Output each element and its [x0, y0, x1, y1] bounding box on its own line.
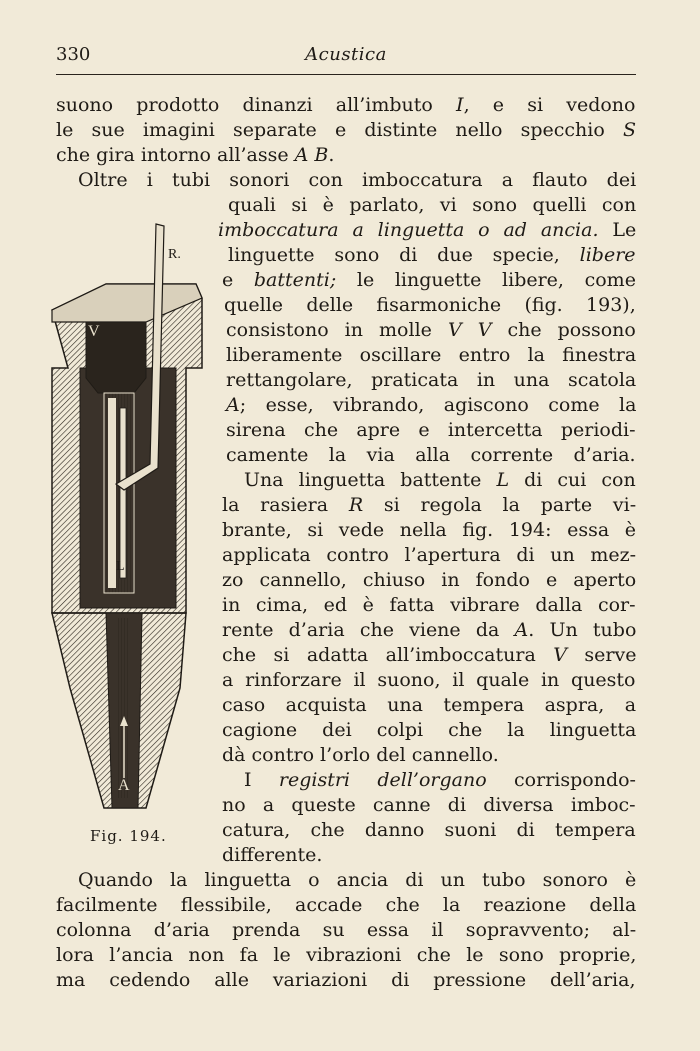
header-rule	[56, 74, 636, 75]
figure-label-a: A	[118, 777, 130, 794]
text-segment: imboccatura a linguetta o ad ancia.	[218, 219, 599, 241]
text-segment: zo cannello, chiuso in fondo e aperto	[222, 569, 637, 591]
text-segment: , e si vedono	[463, 94, 636, 116]
text-segment: . Un tubo	[528, 619, 637, 641]
text-line	[222, 718, 636, 743]
figure-label-r: R.	[168, 247, 181, 262]
text-segment: ma cedendo alle variazioni di pressione dell’aria,	[56, 969, 636, 991]
text-line	[222, 643, 636, 668]
text-segment: cagione dei colpi che la linguetta	[222, 719, 637, 741]
pipe-body	[52, 224, 202, 808]
text-line	[244, 468, 636, 493]
text-segment: sirena che apre e intercetta periodi-	[226, 419, 636, 441]
text-segment: quali si è parlato, vi sono quelli con	[228, 194, 637, 216]
text-segment: che gira intorno all’asse	[56, 144, 295, 166]
text-segment: Una linguetta battente	[244, 469, 497, 491]
text-line	[226, 393, 636, 418]
text-line	[218, 218, 636, 243]
text-line	[222, 693, 636, 718]
text-segment: ; esse, vibrando, agiscono come la	[239, 394, 637, 416]
text-segment: Quando la linguetta o ancia di un tubo sonoro è	[78, 869, 637, 891]
text-segment: brante, si vede nella fig. 194: essa è	[222, 519, 637, 541]
text-line	[222, 793, 636, 818]
text-line	[222, 593, 636, 618]
text-segment: differente.	[222, 844, 323, 866]
text-line	[222, 618, 636, 643]
text-segment: catura, che danno suoni di tempera	[222, 819, 636, 841]
text-segment: si regola la parte vi-	[363, 494, 637, 516]
text-line	[56, 943, 636, 968]
text-segment: serve	[566, 644, 637, 666]
text-line	[78, 168, 636, 193]
text-line	[56, 893, 636, 918]
text-line	[56, 93, 635, 118]
text-segment: caso acquista una tempera aspra, a	[222, 694, 637, 716]
reed-pipe-illustration	[46, 218, 216, 818]
text-segment: che possono	[491, 319, 636, 341]
figure-label-l: L	[116, 559, 125, 574]
text-segment: rente d’aria che viene da	[222, 619, 515, 641]
text-segment: .	[328, 144, 335, 166]
page-number: 330	[56, 44, 91, 65]
text-line	[244, 768, 636, 793]
text-segment: suono prodotto dinanzi all’imbuto	[56, 94, 457, 116]
text-line	[222, 518, 636, 543]
text-segment: quelle delle fisarmoniche (fig. 193),	[224, 294, 636, 316]
text-line	[222, 743, 499, 768]
text-segment: applicata contro l’apertura di un mez-	[222, 544, 637, 566]
text-segment: A	[226, 394, 240, 416]
text-segment: V V	[447, 319, 492, 341]
figure-caption: Fig. 194.	[90, 827, 167, 845]
text-segment: I	[244, 769, 279, 791]
text-segment: linguette sono di due specie,	[228, 244, 580, 266]
text-segment: che si adatta all’imboccatura	[222, 644, 554, 666]
text-segment: S	[622, 119, 636, 141]
text-segment: facilmente flessibile, accade che la reazione della	[56, 894, 637, 916]
running-title: Acustica	[305, 44, 387, 65]
text-segment: Oltre i tubi sonori con imboccatura a flauto dei	[78, 169, 637, 191]
text-segment: a rinforzare il suono, il quale in questo	[222, 669, 636, 691]
text-segment: colonna d’aria prenda su essa il sopravvento; al-	[56, 919, 637, 941]
text-segment: libere	[579, 244, 636, 266]
text-segment: no a queste canne di diversa imboc-	[222, 794, 636, 816]
text-segment: L	[496, 469, 510, 491]
text-line	[226, 418, 636, 443]
text-line	[226, 343, 636, 368]
text-segment: consistono in molle	[226, 319, 448, 341]
text-line	[226, 368, 636, 393]
text-segment: Le	[598, 219, 637, 241]
text-line	[222, 568, 636, 593]
text-line	[56, 118, 636, 143]
text-segment: corrispondo-	[486, 769, 636, 791]
text-segment: registri dell’organo	[278, 769, 487, 791]
text-segment: camente la via alla corrente d’aria.	[226, 444, 636, 466]
text-segment: rettangolare, praticata in una scatola	[226, 369, 637, 391]
text-line	[56, 968, 636, 993]
text-segment: di cui con	[509, 469, 636, 491]
text-line	[226, 318, 636, 343]
text-line	[56, 918, 636, 943]
text-line	[222, 668, 636, 693]
text-line	[226, 443, 636, 468]
text-segment: I	[456, 94, 464, 116]
text-segment: A B	[294, 144, 329, 166]
text-line	[56, 143, 334, 168]
text-line	[222, 543, 636, 568]
text-segment: le linguette libere, come	[336, 269, 636, 291]
text-segment: dà contro l’orlo del cannello.	[222, 744, 499, 766]
page-header	[56, 44, 636, 70]
text-segment: la rasiera	[222, 494, 349, 516]
text-segment: lora l’ancia non fa le vibrazioni che le sono proprie,	[56, 944, 637, 966]
reed-pipe-drawing	[46, 218, 216, 818]
text-line	[222, 818, 636, 843]
text-line	[222, 268, 636, 293]
text-line	[222, 843, 322, 868]
text-line	[228, 193, 636, 218]
text-segment: battenti;	[253, 269, 337, 291]
text-line	[228, 243, 636, 268]
text-segment: in cima, ed è fatta vibrare dalla cor-	[222, 594, 636, 616]
text-line	[224, 293, 636, 318]
figure-label-v: V	[88, 323, 100, 340]
text-line	[222, 493, 636, 518]
text-segment: le sue imagini separate e distinte nello specchio	[56, 119, 623, 141]
text-segment: liberamente oscillare entro la finestra	[226, 344, 637, 366]
text-line	[78, 868, 636, 893]
text-segment: R	[348, 494, 364, 516]
text-segment: V	[553, 644, 567, 666]
text-segment: e	[222, 269, 254, 291]
text-segment: A	[514, 619, 529, 641]
